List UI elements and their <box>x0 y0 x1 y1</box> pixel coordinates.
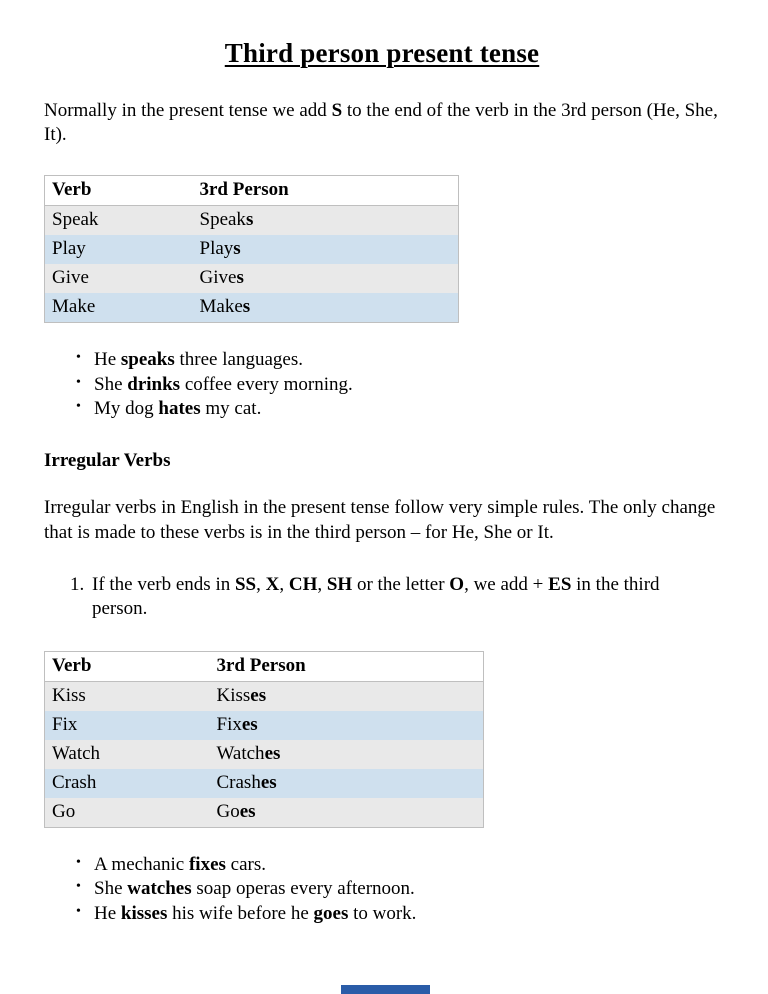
table-row <box>45 681 484 711</box>
irregular-verbs-heading: Irregular Verbs <box>44 450 171 472</box>
table-row <box>45 206 459 236</box>
list-item: • He kisses his wife before he goes to work. <box>74 903 720 925</box>
table-cell: Watches <box>216 742 281 764</box>
table-cell: Kisses <box>216 684 267 706</box>
list-item: • My dog hates my cat. <box>74 398 720 420</box>
table-cell: Kiss <box>52 684 86 706</box>
list-item: • A mechanic fixes cars. <box>74 854 720 876</box>
table-cell: Play <box>52 238 86 260</box>
footer-bar <box>341 985 430 994</box>
table-cell: Give <box>52 267 89 289</box>
table-cell: Make <box>52 296 96 318</box>
column-header: Verb <box>45 651 210 681</box>
rule-item <box>70 573 720 621</box>
table-row <box>45 235 459 264</box>
table-row <box>45 264 459 293</box>
list-item: • She drinks coffee every morning. <box>74 374 720 396</box>
column-header: Verb <box>45 176 193 206</box>
table-cell: Crash <box>52 771 97 793</box>
table-header-row <box>45 651 484 681</box>
table-cell: Go <box>52 800 76 822</box>
column-header: 3rd Person <box>210 651 484 681</box>
table-cell: Speaks <box>199 209 254 231</box>
list-item: • He speaks three languages. <box>74 349 720 371</box>
table-cell: Goes <box>216 800 256 822</box>
table-body <box>45 681 484 827</box>
table-row <box>45 798 484 828</box>
rule-text: If the verb ends in SS, X, CH, SH or the letter O, we add + ES in the third person. <box>92 573 660 619</box>
page-title: Third person present tense <box>224 38 540 68</box>
table-cell: Crashes <box>216 771 277 793</box>
example-list-irregular <box>74 854 720 925</box>
table-header-row <box>45 176 459 206</box>
table-row <box>45 711 484 740</box>
table-row <box>45 740 484 769</box>
irregular-intro-paragraph: Irregular verbs in English in the present tense follow very simple rules. The only change that is made to these verbs is in the third person – for He, She or It. <box>44 497 716 543</box>
table-cell: Fix <box>52 713 78 735</box>
list-item: • She watches soap operas every afternoon. <box>74 878 720 900</box>
table-cell: Speak <box>52 209 99 231</box>
table-cell: Makes <box>199 296 251 318</box>
rule-number: 1. <box>70 573 85 595</box>
table-row <box>45 769 484 798</box>
table-body <box>45 206 459 323</box>
column-header: 3rd Person <box>193 176 459 206</box>
verb-table-irregular <box>44 651 484 828</box>
intro-paragraph: Normally in the present tense we add S to the end of the verb in the 3rd person (He, She, It). <box>44 100 718 146</box>
example-list-regular <box>74 349 720 420</box>
rule-list <box>70 573 720 621</box>
verb-table-regular <box>44 175 459 323</box>
table-cell: Gives <box>199 267 244 289</box>
table-row <box>45 293 459 323</box>
table-cell: Watch <box>52 742 101 764</box>
table-cell: Plays <box>199 238 241 260</box>
table-cell: Fixes <box>216 713 258 735</box>
